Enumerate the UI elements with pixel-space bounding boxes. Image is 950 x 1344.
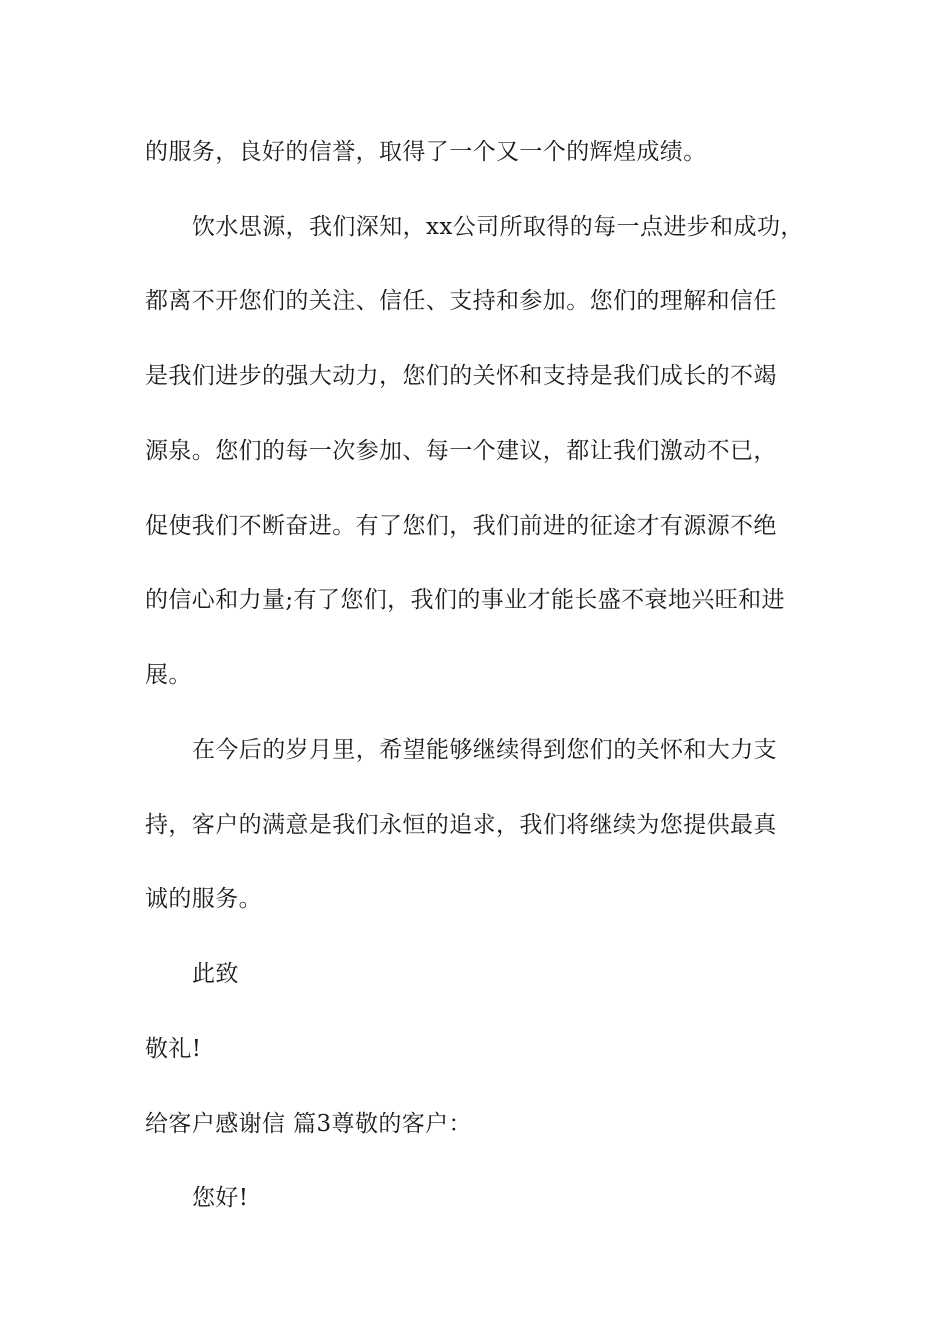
section-heading: 给客户感谢信 篇3尊敬的客户： — [145, 1111, 472, 1137]
paragraph-line: 展。 — [145, 662, 192, 688]
salutation-line: 敬礼! — [145, 1036, 202, 1062]
paragraph-line: 都离不开您们的关注、信任、支持和参加。您们的理解和信任 — [145, 288, 777, 314]
greeting-line: 您好! — [192, 1185, 249, 1211]
paragraph-line: 促使我们不断奋进。有了您们，我们前进的征途才有源源不绝 — [145, 513, 777, 539]
paragraph-line: 的信心和力量;有了您们，我们的事业才能长盛不衰地兴旺和进 — [145, 587, 785, 613]
paragraph-line: 诚的服务。 — [145, 886, 262, 912]
paragraph-line: 持，客户的满意是我们永恒的追求，我们将继续为您提供最真 — [145, 812, 777, 838]
paragraph-line: 在今后的岁月里，希望能够继续得到您们的关怀和大力支 — [192, 737, 777, 763]
paragraph-line: 的服务，良好的信誉，取得了一个又一个的辉煌成绩。 — [145, 139, 707, 165]
paragraph-line: 源泉。您们的每一次参加、每一个建议，都让我们激动不已， — [145, 438, 777, 464]
paragraph-line: 饮水思源，我们深知，xx公司所取得的每一点进步和成功， — [192, 214, 804, 240]
paragraph-line: 是我们进步的强大动力，您们的关怀和支持是我们成长的不竭 — [145, 363, 777, 389]
closing-line: 此致 — [192, 961, 239, 987]
